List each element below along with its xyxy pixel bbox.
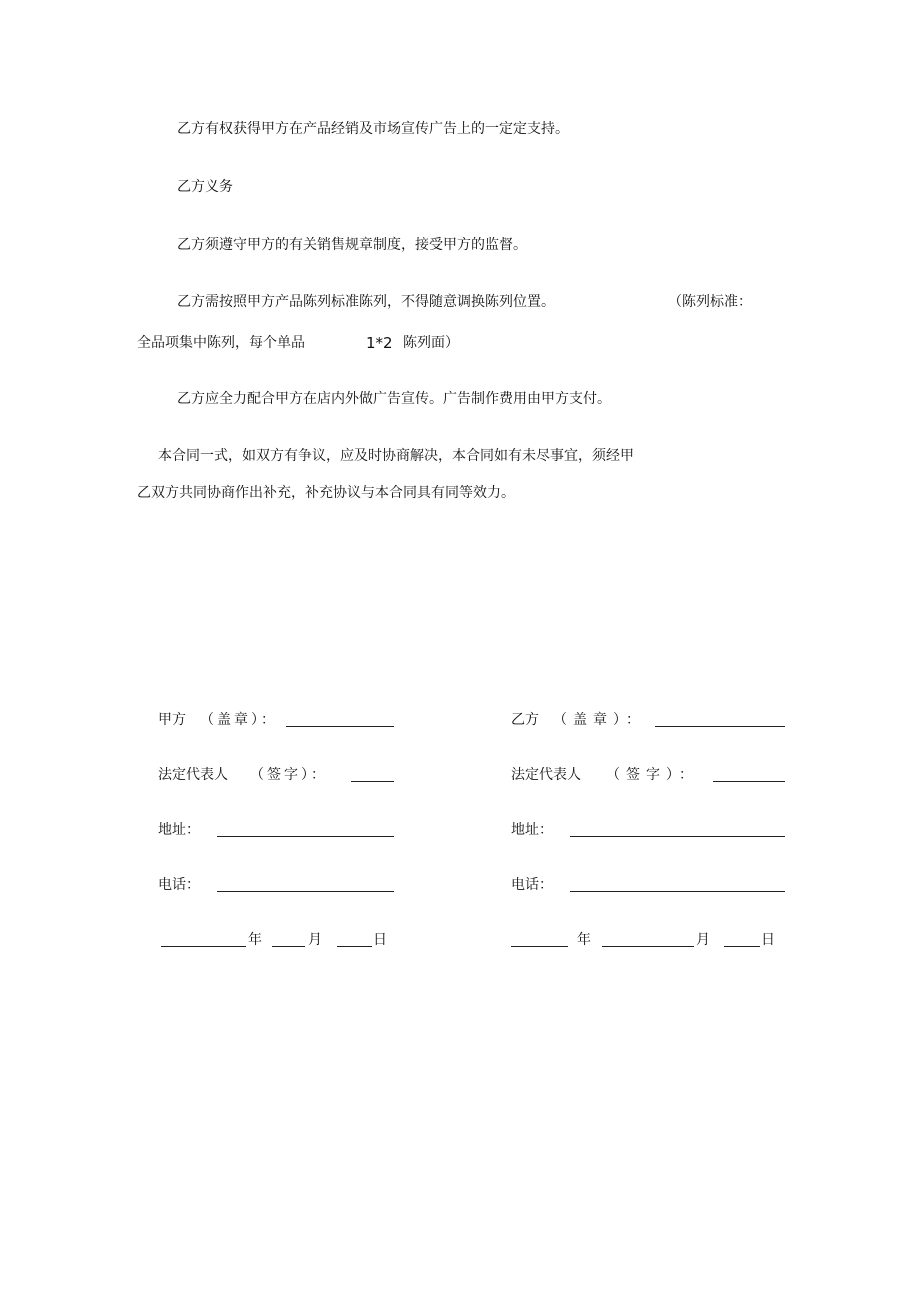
party-a-month-line[interactable] [272,946,305,947]
party-a-rep-paren: （签字）： [250,767,328,783]
clause-disputes-line1: 本合同一式，如双方有争议，应及时协商解决，本合同如有未尽事宜，须经甲 [158,448,634,464]
party-b-year-label: 年 [577,932,591,948]
party-a-address-line[interactable] [217,836,394,837]
display-standard-ratio: 1*2 [366,334,393,352]
party-a-seal-paren: （盖章）： [200,712,278,728]
party-a-day-label: 日 [373,932,387,948]
party-b-seal-label: 乙方 [511,712,539,728]
party-a-phone-label: 电话： [158,877,200,893]
party-b-day-label: 日 [761,932,775,948]
party-a-year-label: 年 [248,932,262,948]
party-b-day-line[interactable] [724,946,760,947]
party-a-rep-label: 法定代表人 [158,767,228,783]
party-a-seal-label: 甲方 [158,712,186,728]
display-standard-detail: 全品项集中陈列，每个单品 [137,335,305,351]
party-b-rep-line[interactable] [713,781,785,782]
clause-advertising: 乙方应全力配合甲方在店内外做广告宣传。广告制作费用由甲方支付。 [177,391,611,407]
clause-display-standard: 乙方需按照甲方产品陈列标准陈列，不得随意调换陈列位置。 [177,294,555,310]
party-b-address-label: 地址： [511,822,553,838]
party-a-address-label: 地址： [158,822,200,838]
clause-disputes-line2: 乙双方共同协商作出补充，补充协议与本合同具有同等效力。 [137,485,515,501]
party-a-rep-line[interactable] [351,781,394,782]
party-a-year-line[interactable] [161,946,246,947]
party-b-year-line[interactable] [511,946,568,947]
party-b-rep-paren: （签字）： [606,767,699,783]
party-b-seal-line[interactable] [655,726,785,727]
clause-party-b-right-support: 乙方有权获得甲方在产品经销及市场宣传广告上的一定定支持。 [177,121,569,137]
display-standard-open: （陈列标准： [668,294,752,310]
party-a-phone-line[interactable] [217,891,394,892]
party-b-address-line[interactable] [570,836,785,837]
party-b-month-line[interactable] [602,946,694,947]
section-heading-party-b-obligations: 乙方义务 [177,179,233,195]
party-b-phone-line[interactable] [570,891,785,892]
party-b-rep-label: 法定代表人 [511,767,581,783]
display-standard-close: 陈列面） [403,335,459,351]
party-a-day-line[interactable] [337,946,372,947]
party-b-month-label: 月 [696,932,710,948]
party-a-month-label: 月 [308,932,322,948]
clause-comply-regulations: 乙方须遵守甲方的有关销售规章制度，接受甲方的监督。 [177,237,527,253]
party-b-phone-label: 电话： [511,877,553,893]
party-b-seal-paren: （盖章）： [553,712,646,728]
party-a-seal-line[interactable] [286,726,394,727]
